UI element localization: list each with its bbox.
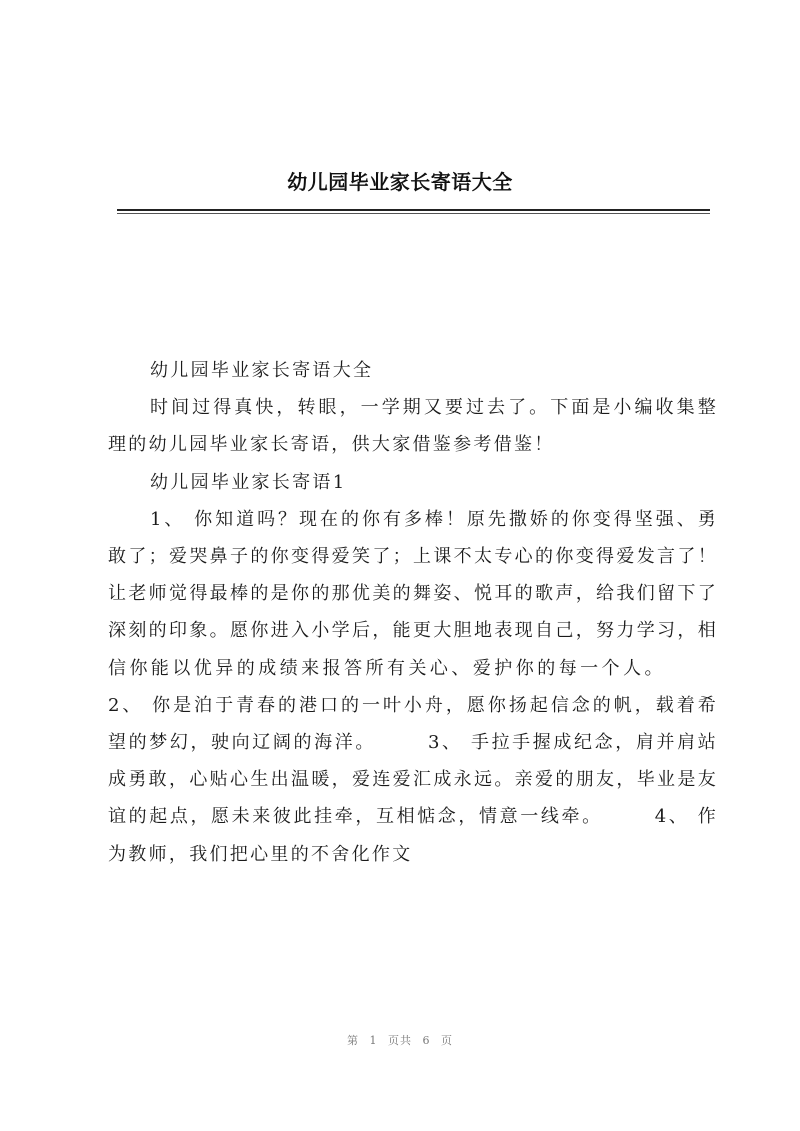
item-4: 4、 作为教师，我们把心里的不舍化作文 — [108, 806, 718, 865]
item-3: 3、 手拉手握成纪念，肩并肩站成勇敢，心贴心生出温暖，爱连爱汇成永远。亲爱的朋友，毕业是友谊的起点，愿未来彼此挂牵，互相惦念，情意一线牵。 — [108, 732, 718, 828]
document-header-title: 幼儿园毕业家长寄语大全 — [287, 170, 513, 194]
content-paragraph — [108, 501, 718, 873]
page-number-footer: 第 1 页共 6 页 — [347, 1034, 453, 1047]
document-body — [108, 352, 718, 873]
header-divider-thin — [117, 213, 710, 214]
intro-paragraph: 时间过得真快，转眼，一学期又要过去了。下面是小编收集整理的幼儿园毕业家长寄语，供大家借鉴参考借鉴！ — [108, 397, 718, 456]
item-1: 1、 你知道吗？现在的你有多棒！原先撒娇的你变得坚强、勇敢了；爱哭鼻子的你变得爱笑了；上课不太专心的你变得爱发言了！让老师觉得最棒的是你的那优美的舞姿、悦耳的歌声，给我们留下了深刻的印象。愿你进入小学后，能更大胆地表现自己，努力学习，相信你能以优异的成绩来报答所有关心、爱护你的每一个人。 — [108, 508, 718, 679]
item-2: 2、 你是泊于青春的港口的一叶小舟，愿你扬起信念的帆，载着希望的梦幻，驶向辽阔的海洋。 — [108, 694, 718, 754]
section-title: 幼儿园毕业家长寄语1 — [150, 471, 347, 493]
body-heading: 幼儿园毕业家长寄语大全 — [150, 360, 374, 381]
header-divider — [117, 209, 710, 211]
